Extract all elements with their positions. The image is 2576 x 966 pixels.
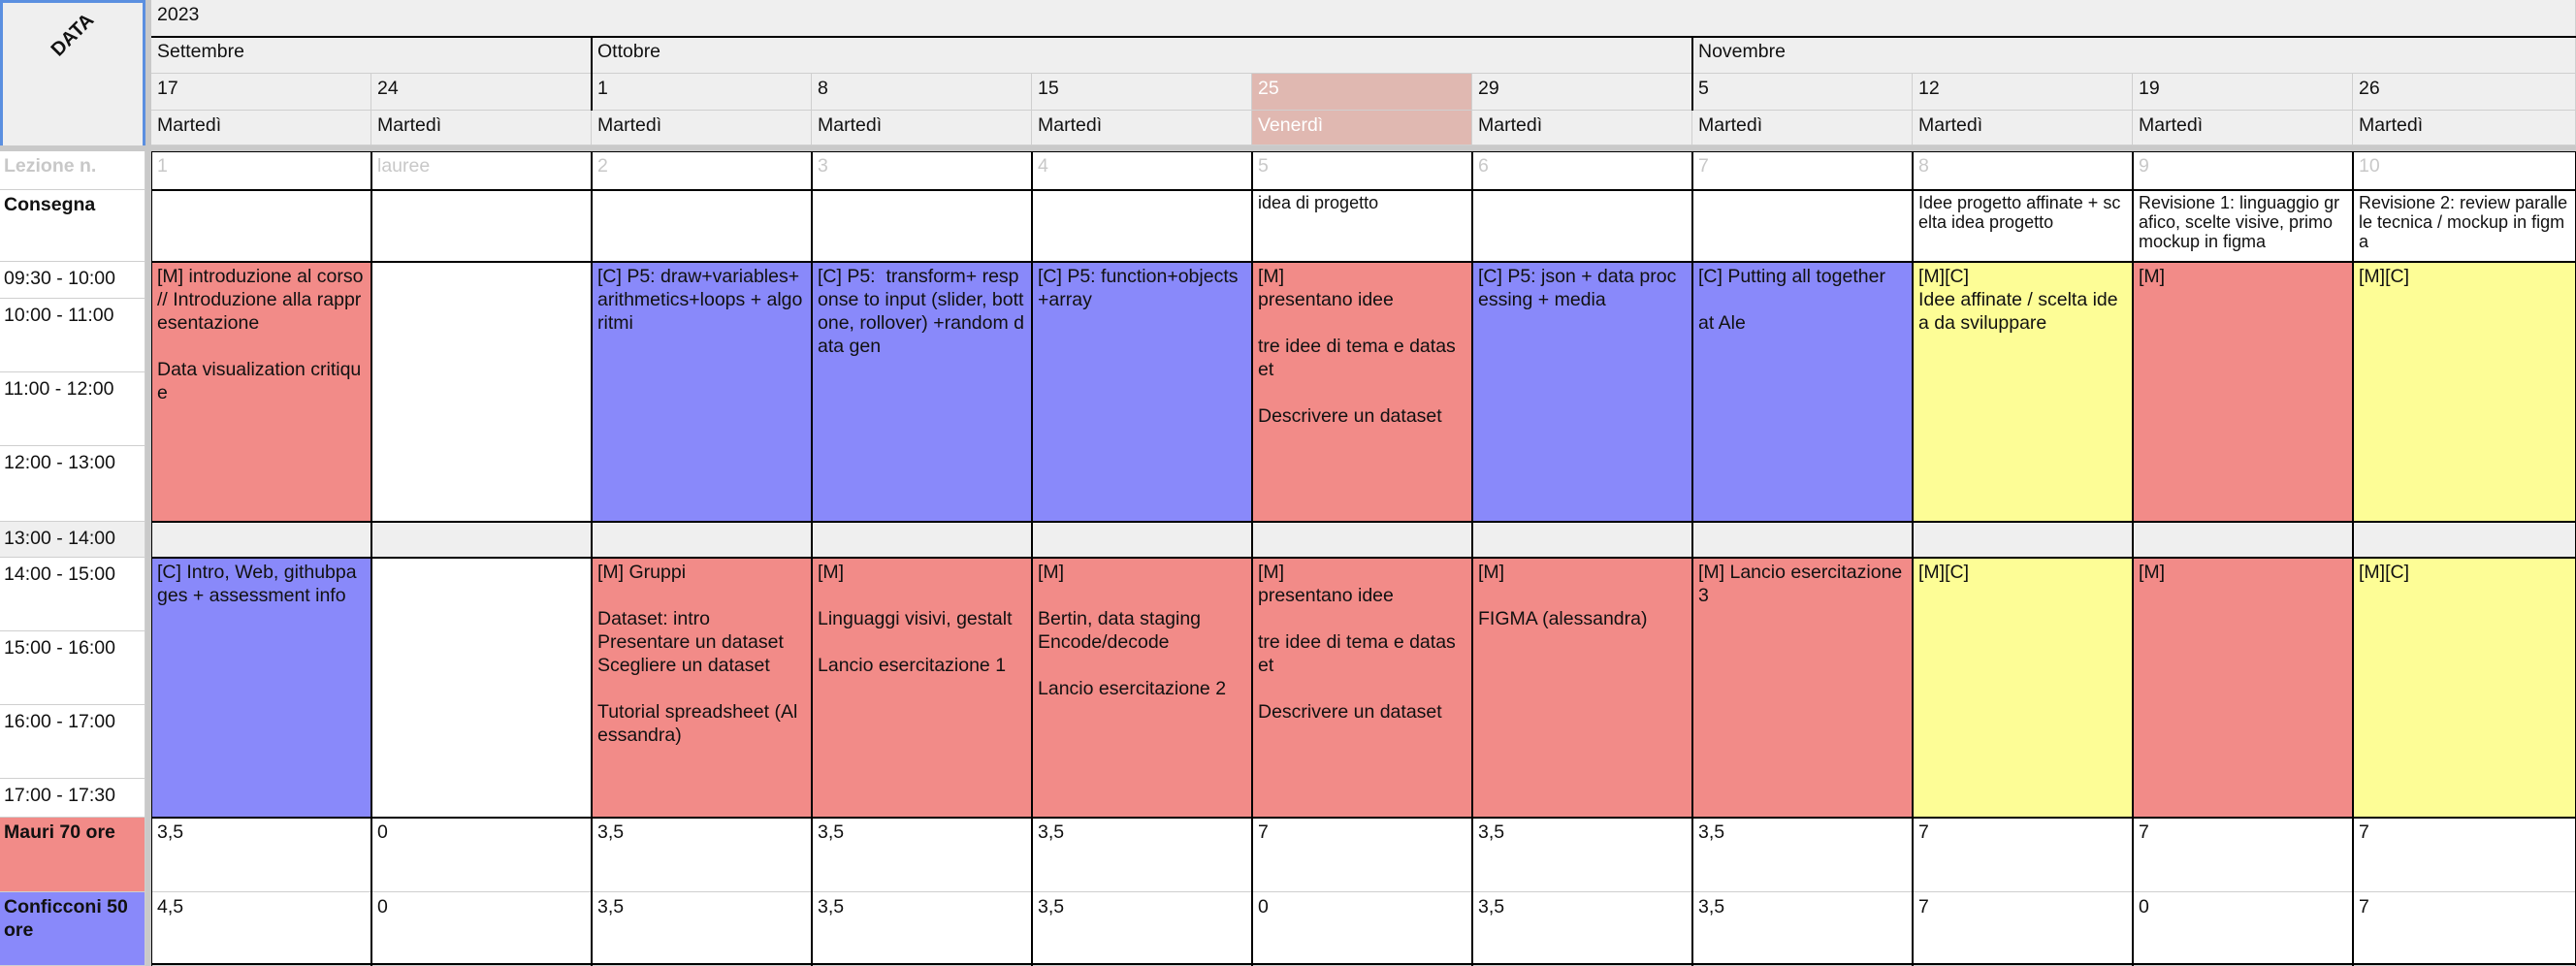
day-header[interactable]: 12 xyxy=(1913,74,2133,111)
conficconi-hours-cell[interactable]: 0 xyxy=(2133,892,2353,966)
morning-session-cell[interactable]: [C] P5: transform+ response to input (slider, bottone, rollover) +random data gen xyxy=(812,262,1032,522)
weekday-header[interactable]: Martedì xyxy=(151,111,371,145)
grid-border-line xyxy=(1251,151,1253,966)
grid-border-line xyxy=(1691,151,1693,966)
afternoon-session-cell[interactable]: [M] Bertin, data staging Encode/decode Lancio esercitazione 2 xyxy=(1032,558,1252,818)
year-header[interactable]: 2023 xyxy=(151,0,2576,37)
afternoon-session-cell[interactable]: [M] xyxy=(2133,558,2353,818)
weekday-header[interactable]: Martedì xyxy=(1472,111,1692,145)
lunch-break-cell[interactable] xyxy=(1032,522,1252,558)
conficconi-hours-cell[interactable]: 3,5 xyxy=(1692,892,1913,966)
grid-border-line xyxy=(151,963,2576,965)
day-header[interactable]: 5 xyxy=(1692,74,1913,111)
afternoon-session-cell[interactable]: [M][C] xyxy=(1913,558,2133,818)
lesson-number-cell[interactable]: 9 xyxy=(2133,151,2353,190)
time-slot-label[interactable]: 09:30 - 10:00 xyxy=(0,262,145,299)
lunch-break-cell[interactable] xyxy=(812,522,1032,558)
month-header[interactable]: Novembre xyxy=(1692,37,2576,74)
lunch-break-cell[interactable] xyxy=(1252,522,1472,558)
lesson-number-cell[interactable]: 7 xyxy=(1692,151,1913,190)
time-slot-label[interactable]: 15:00 - 16:00 xyxy=(0,631,145,705)
day-header[interactable]: 8 xyxy=(812,74,1032,111)
grid-border-line xyxy=(591,151,593,966)
weekday-header[interactable]: Martedì xyxy=(812,111,1032,145)
grid-border-line xyxy=(151,261,2576,263)
lunch-break-cell[interactable] xyxy=(1472,522,1692,558)
consegna-cell[interactable]: Revisione 1: linguaggio grafico, scelte visive, primo mockup in figma xyxy=(2133,190,2353,262)
time-slot-label[interactable]: 16:00 - 17:00 xyxy=(0,705,145,779)
grid-border-line xyxy=(2132,151,2134,966)
corner-cell[interactable] xyxy=(0,0,145,151)
afternoon-session-cell[interactable]: [C] Intro, Web, githubpages + assessment info xyxy=(151,558,371,818)
day-header[interactable]: 15 xyxy=(1032,74,1252,111)
mauri-hours-cell[interactable]: 3,5 xyxy=(1032,818,1252,892)
grid-border-line xyxy=(151,36,2576,38)
freeze-pane-horizontal[interactable] xyxy=(0,145,2576,151)
mauri-hours-cell[interactable]: 7 xyxy=(1913,818,2133,892)
day-header[interactable]: 25 xyxy=(1252,74,1472,111)
day-header[interactable]: 17 xyxy=(151,74,371,111)
weekday-header[interactable]: Martedì xyxy=(371,111,592,145)
afternoon-session-cell[interactable]: [M] Linguaggi visivi, gestalt Lancio esercitazione 1 xyxy=(812,558,1032,818)
mauri-hours-cell[interactable]: 3,5 xyxy=(1692,818,1913,892)
consegna-cell[interactable] xyxy=(371,190,592,262)
weekday-header[interactable]: Martedì xyxy=(2353,111,2576,145)
time-slot-label[interactable]: 12:00 - 13:00 xyxy=(0,446,145,522)
mauri-hours-cell[interactable]: 7 xyxy=(1252,818,1472,892)
afternoon-session-cell[interactable]: [M][C] xyxy=(2353,558,2576,818)
day-header[interactable]: 24 xyxy=(371,74,592,111)
mauri-hours-cell[interactable]: 3,5 xyxy=(151,818,371,892)
time-slot-label[interactable]: 13:00 - 14:00 xyxy=(0,522,145,558)
conficconi-hours-cell[interactable]: 4,5 xyxy=(151,892,371,966)
mauri-hours-cell[interactable]: 0 xyxy=(371,818,592,892)
lunch-break-cell[interactable] xyxy=(1913,522,2133,558)
mauri-hours-cell[interactable]: 3,5 xyxy=(812,818,1032,892)
row-label-mauri[interactable]: Mauri 70 ore xyxy=(0,818,145,892)
time-slot-label[interactable]: 10:00 - 11:00 xyxy=(0,299,145,372)
consegna-cell[interactable] xyxy=(1032,190,1252,262)
row-label-conficconi[interactable]: Conficconi 50 ore xyxy=(0,892,145,966)
consegna-cell[interactable]: Idee progetto affinate + scelta idea progetto xyxy=(1913,190,2133,262)
lunch-break-cell[interactable] xyxy=(1692,522,1913,558)
weekday-header[interactable]: Martedì xyxy=(2133,111,2353,145)
consegna-cell[interactable] xyxy=(151,190,371,262)
lesson-number-cell[interactable]: 8 xyxy=(1913,151,2133,190)
consegna-cell[interactable]: idea di progetto xyxy=(1252,190,1472,262)
day-header[interactable]: 19 xyxy=(2133,74,2353,111)
conficconi-hours-cell[interactable]: 3,5 xyxy=(1472,892,1692,966)
conficconi-hours-cell[interactable]: 7 xyxy=(1913,892,2133,966)
month-header[interactable]: Settembre xyxy=(151,37,592,74)
morning-session-cell[interactable]: [C] Putting all together at Ale xyxy=(1692,262,1913,522)
afternoon-session-cell[interactable]: [M] presentano idee tre idee di tema e dataset Descrivere un dataset xyxy=(1252,558,1472,818)
grid-border-line xyxy=(591,37,593,111)
grid-border-line xyxy=(370,151,372,966)
morning-session-cell[interactable]: [M] presentano idee tre idee di tema e dataset Descrivere un dataset xyxy=(1252,262,1472,522)
time-slot-label[interactable]: 11:00 - 12:00 xyxy=(0,372,145,446)
month-header[interactable]: Ottobre xyxy=(592,37,1692,74)
weekday-header[interactable]: Martedì xyxy=(592,111,812,145)
conficconi-hours-cell[interactable]: 3,5 xyxy=(592,892,812,966)
row-label-consegna[interactable]: Consegna xyxy=(0,190,145,262)
lunch-break-cell[interactable] xyxy=(151,522,371,558)
day-header[interactable]: 26 xyxy=(2353,74,2576,111)
corner-label: DATA xyxy=(47,9,99,61)
afternoon-session-cell[interactable] xyxy=(371,558,592,818)
morning-session-cell[interactable]: [C] P5: draw+variables+arithmetics+loops + algoritmi xyxy=(592,262,812,522)
mauri-hours-cell[interactable]: 3,5 xyxy=(1472,818,1692,892)
morning-session-cell[interactable] xyxy=(371,262,592,522)
mauri-hours-cell[interactable]: 7 xyxy=(2133,818,2353,892)
weekday-header[interactable]: Martedì xyxy=(1692,111,1913,145)
afternoon-session-cell[interactable]: [M] FIGMA (alessandra) xyxy=(1472,558,1692,818)
lesson-number-cell[interactable]: 6 xyxy=(1472,151,1692,190)
consegna-cell[interactable] xyxy=(592,190,812,262)
time-slot-label[interactable]: 14:00 - 15:00 xyxy=(0,558,145,631)
conficconi-hours-cell[interactable]: 3,5 xyxy=(1032,892,1252,966)
weekday-header[interactable]: Martedì xyxy=(1913,111,2133,145)
grid-border-line xyxy=(151,817,2576,819)
lesson-number-cell[interactable]: 3 xyxy=(812,151,1032,190)
conficconi-hours-cell[interactable]: 3,5 xyxy=(812,892,1032,966)
morning-session-cell[interactable]: [M] xyxy=(2133,262,2353,522)
lunch-break-cell[interactable] xyxy=(592,522,812,558)
consegna-cell[interactable] xyxy=(1692,190,1913,262)
conficconi-hours-cell[interactable]: 7 xyxy=(2353,892,2576,966)
lesson-number-cell[interactable]: 2 xyxy=(592,151,812,190)
morning-session-cell[interactable]: [C] P5: function+objects+array xyxy=(1032,262,1252,522)
afternoon-session-cell[interactable]: [M] Lancio esercitazione 3 xyxy=(1692,558,1913,818)
grid-border-line xyxy=(1912,151,1914,966)
conficconi-hours-cell[interactable]: 0 xyxy=(1252,892,1472,966)
grid-border-line xyxy=(811,151,813,966)
grid-border-line xyxy=(151,557,2576,559)
lunch-break-cell[interactable] xyxy=(2133,522,2353,558)
morning-session-cell[interactable]: [M][C] xyxy=(2353,262,2576,522)
consegna-cell[interactable]: Revisione 2: review parallele tecnica / mockup in figma xyxy=(2353,190,2576,262)
conficconi-hours-cell[interactable]: 0 xyxy=(371,892,592,966)
consegna-cell[interactable] xyxy=(1472,190,1692,262)
consegna-cell[interactable] xyxy=(812,190,1032,262)
lesson-number-cell[interactable]: lauree xyxy=(371,151,592,190)
morning-session-cell[interactable]: [M] introduzione al corso // Introduzione alla rappresentazione Data visualization critique xyxy=(151,262,371,522)
time-slot-label[interactable]: 17:00 - 17:30 xyxy=(0,779,145,818)
lesson-number-cell[interactable]: 4 xyxy=(1032,151,1252,190)
grid-border-line xyxy=(1031,151,1033,966)
day-header[interactable]: 1 xyxy=(592,74,812,111)
mauri-hours-cell[interactable]: 7 xyxy=(2353,818,2576,892)
lunch-break-cell[interactable] xyxy=(2353,522,2576,558)
lesson-number-cell[interactable]: 1 xyxy=(151,151,371,190)
afternoon-session-cell[interactable]: [M] Gruppi Dataset: intro Presentare un dataset Scegliere un dataset Tutorial spreadsheet (Alessandra) xyxy=(592,558,812,818)
morning-session-cell[interactable]: [C] P5: json + data processing + media xyxy=(1472,262,1692,522)
lesson-number-cell[interactable]: 10 xyxy=(2353,151,2576,190)
weekday-header[interactable]: Venerdì xyxy=(1252,111,1472,145)
morning-session-cell[interactable]: [M][C] Idee affinate / scelta idea da sviluppare xyxy=(1913,262,2133,522)
grid-border-line xyxy=(151,189,2576,191)
grid-border-line xyxy=(2352,151,2354,966)
grid-border-line xyxy=(1691,37,1693,111)
day-header[interactable]: 29 xyxy=(1472,74,1692,111)
mauri-hours-cell[interactable]: 3,5 xyxy=(592,818,812,892)
lesson-number-cell[interactable]: 5 xyxy=(1252,151,1472,190)
grid-border-line xyxy=(1471,151,1473,966)
row-label-lesson[interactable]: Lezione n. xyxy=(0,151,145,190)
grid-border-line xyxy=(151,521,2576,523)
weekday-header[interactable]: Martedì xyxy=(1032,111,1252,145)
lunch-break-cell[interactable] xyxy=(371,522,592,558)
